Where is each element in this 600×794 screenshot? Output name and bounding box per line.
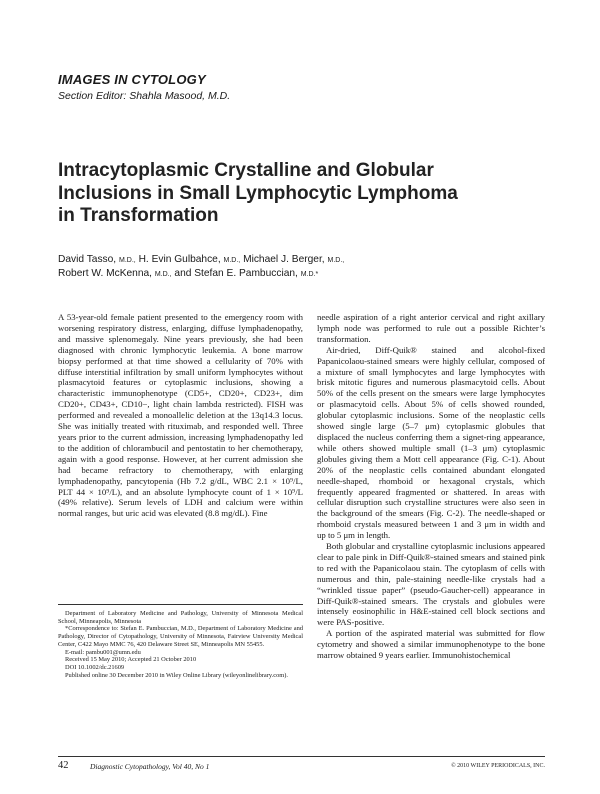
body-paragraph: Both globular and crystalline cytoplasmic inclusions appeared clear to pale pink in Diff-Quik®-stained smears and stained pink to red with the Papanicolaou stain. The cytoplasm of cells with numerous and thin, pale-staining needle-like crystals had a “wrinkled tissue paper” (pseudo-Gaucher-cell) appearance in Diff-Quik®-stained smears. The crystals and globules were intensely eosinophilic in H&E-stained cell block sections and were PAS-positive. xyxy=(317,541,545,628)
section-header xyxy=(58,72,230,102)
body-paragraph: Air-dried, Diff-Quik® stained and alcohol-fixed Papanicolaou-stained smears were highly cellular, composed of a mixture of small lymphocytes and large lymphocytes with brisk mitotic figures and numerous plasmacytoid cells. About 50% of the cells present on the smears were large lymphocytes or plasmacytoid cells. About 5% of cells showed rounded, globular cytoplasmic inclusions. Some of the neoplastic cells showed single large (5–7 μm) cytoplasmic globules that displaced the nucleus conferring them a signet-ring appearance, while others showed multiple small (1–3 μm) cytoplasmic globules giving them a Mott cell appearance (Fig. C-1). About 20% of the neoplastic cells contained abundant elongated needle-shaped, rhomboid or hexagonal crystals, which frequently appeared fragmented or shattered. In areas with cellular disruption such crystalline structures were also seen in the background of the smears (Fig. C-2). The needle-shaped or rhomboid crystals measured between 1 and 3 μm in width and up to 5 μm in length. xyxy=(317,344,545,541)
author-line-2 xyxy=(58,267,538,281)
author-degree: M.D., xyxy=(118,257,136,264)
doi-note: DOI 10.1002/dc.21609 xyxy=(65,663,125,671)
article-title: Intracytoplasmic Crystalline and Globular Inclusions in Small Lymphocytic Lymphoma in Transformation xyxy=(58,160,458,226)
author-degree: M.D., xyxy=(223,257,241,264)
footnote-divider xyxy=(58,604,303,605)
footnotes xyxy=(58,610,303,679)
body-column-right xyxy=(317,312,545,661)
author-name: David Tasso, xyxy=(58,254,117,265)
author-name: Michael J. Berger, xyxy=(243,254,325,265)
copyright-notice: © 2010 WILEY PERIODICALS, INC. xyxy=(451,763,545,769)
author-degree: M.D., xyxy=(154,271,172,278)
body-column-left xyxy=(58,312,303,519)
page-number: 42 xyxy=(58,760,69,771)
author-list xyxy=(58,253,538,281)
section-title: IMAGES IN CYTOLOGY xyxy=(58,72,206,87)
author-line-1 xyxy=(58,253,538,267)
received-note: Received 15 May 2010; Accepted 21 October 2010 xyxy=(65,656,197,664)
page-footer xyxy=(58,756,545,771)
journal-name: Diagnostic Cytopathology, Vol 40, No 1 xyxy=(90,762,210,771)
author-degree: M.D., xyxy=(327,257,345,264)
author-degree: M.D.* xyxy=(300,271,319,278)
affiliation-note: Department of Laboratory Medicine and Pathology, University of Minnesota Medical School, Minneapolis, Minnesota xyxy=(58,610,303,625)
body-paragraph: A portion of the aspirated material was submitted for flow cytometry and showed a similar immunophenotype to the bone marrow obtained 9 years earlier. Immunohistochemical xyxy=(317,628,545,661)
author-name: Robert W. McKenna, xyxy=(58,268,152,279)
author-name: and Stefan E. Pambuccian, xyxy=(174,268,298,279)
body-paragraph: needle aspiration of a right anterior cervical and right axillary lymph node was performed to rule out a possible Richter’s transformation. xyxy=(317,312,545,344)
correspondence-note: *Correspondence to: Stefan E. Pambuccian, M.D., Department of Laboratory Medicine and Pathology, Director of Cytopathology, University of Minnesota, Fairview University Medical Center, C422 Mayo MMC 76, 420 Delaware Street SE, Minneapolis MN 55455. xyxy=(58,625,303,648)
published-note: Published online 30 December 2010 in Wiley Online Library (wileyonlinelibrary.com). xyxy=(65,671,289,679)
author-name: H. Evin Gulbahce, xyxy=(138,254,221,265)
email-note: E-mail: pambu001@umn.edu xyxy=(65,648,141,656)
body-paragraph: A 53-year-old female patient presented to the emergency room with worsening respiratory distress, enlarging, diffuse lymphadenopathy, and massive splenomegaly. Nine years previously, she had been diagnosed with chronic lymphocytic leukemia. A bone marrow biopsy performed at that time showed a cellularity of 70% with diffuse interstitial infiltration by small uniform lymphocytes without plasmacytoid features or cytoplasmic inclusions, showing a characteristic immunophenotype (CD5+, CD20+, CD23+, dim CD20+, CD43+, CD10−, light chain lambda restricted). FISH was performed and revealed a monoallelic deletion at the 13q14.3 locus. She was initially treated with rituximab, and responded well. Three years prior to the current admission, increasing lymphadenopathy led to the addition of chlorambucil and pentostatin to her chemotherapy, again with a good response. However, at her current admission she had became refractory to chemotherapy, with enlarging lymphadenopathy, pancytopenia (Hb 7.2 g/dL, WBC 2.1 × 10⁹/L, PLT 44 × 10⁹/L), and an absolute lymphocyte count of 1 × 10⁹/L (49% relative). Serum levels of LDH and calcium were within normal ranges, but uric acid was elevated (8.8 mg/dL). Fine xyxy=(58,312,303,519)
section-editor: Section Editor: Shahla Masood, M.D. xyxy=(58,90,231,102)
